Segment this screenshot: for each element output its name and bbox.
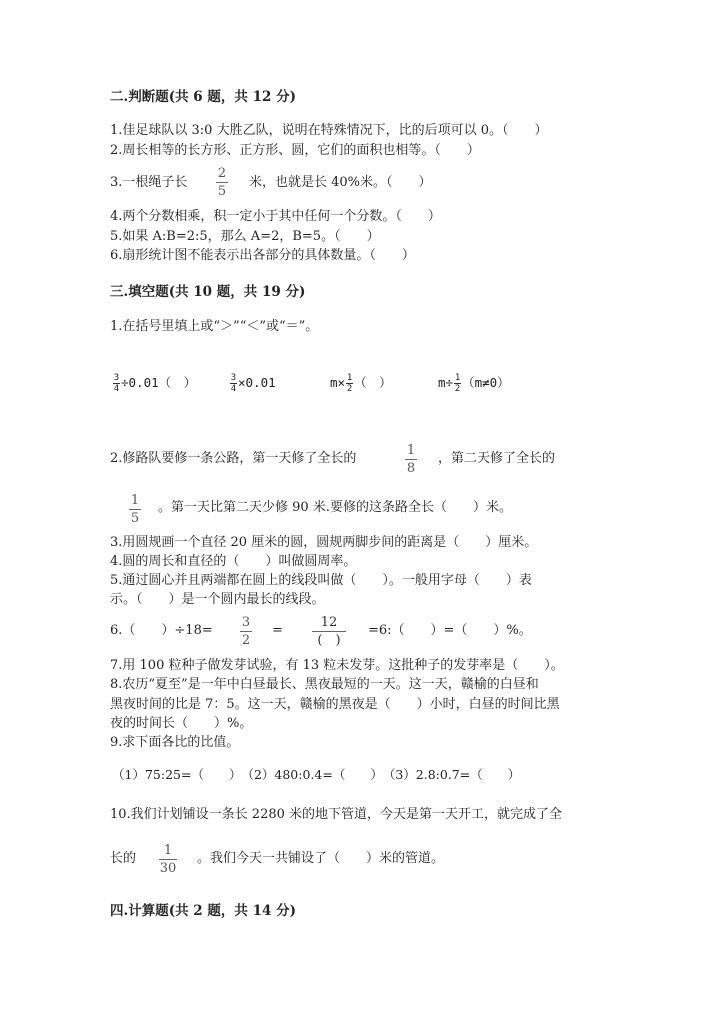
question-2-3-suffix: 米，也就是长 40%米。（ ） — [249, 175, 432, 190]
question-3-4: 4.圆的周长和直径的（ ）叫做圆周率。 — [110, 554, 357, 569]
compare-expression-c: m× $\frac{1}{2}$ （ ） — [330, 373, 392, 394]
question-2-2: 2.周长相等的长方形、正方形、圆，它们的面积也相等。（ ） — [110, 143, 480, 158]
compare-expression-d: m÷ $\frac{1}{2}$ （m≠0） — [438, 373, 510, 394]
compare-expression-b: $\frac{3}{4}$ ×0.01 — [230, 373, 276, 394]
question-3-6-suffix: =6:（ ）=（ ）%。 — [368, 623, 532, 638]
fraction-1-30: 1 30 — [159, 843, 177, 876]
question-2-1: 1.佳足球队以 3:0 大胜乙队，说明在特殊情况下，比的后项可以 0。（ ） — [110, 123, 548, 138]
equals-sign: = — [272, 623, 283, 638]
fraction-3-4: $\frac{3}{4}$ — [230, 373, 237, 394]
question-3-1: 1.在括号里填上或“＞”“＜”或“＝”。 — [110, 319, 319, 334]
question-2-5: 5.如果 A:B=2:5，那么 A=2，B=5。（ ） — [110, 229, 380, 244]
fraction-2-5: 2 5 — [217, 166, 227, 199]
question-3-7: 7.用 100 粒种子做发芽试验，有 13 粒未发芽。这批种子的发芽率是（ ）。 — [110, 658, 564, 673]
fraction-1-2: $\frac{1}{2}$ — [346, 373, 353, 394]
section-heading-fill-blank: 三.填空题(共 10 题，共 19 分) — [110, 284, 306, 300]
question-3-6-prefix: 6.（ ）÷18= — [110, 623, 213, 638]
question-3-9-items: （1）75:25=（ ） （2）480:0.4=（ ） （3）2.8:0.7=（ ） — [112, 767, 521, 782]
question-3-8-line1: 8.农历“夏至”是一年中白昼最长、黑夜最短的一天。这一天，赣榆的白昼和 — [110, 677, 539, 692]
question-3-8-line3: 夜的时间长（ ）%。 — [110, 716, 253, 731]
question-2-6: 6.扇形统计图不能表示出各部分的具体数量。（ ） — [110, 248, 415, 263]
fraction-1-8: 1 8 — [406, 443, 416, 476]
question-3-5-line2: 示。（ ）是一个圆内最长的线段。 — [110, 592, 325, 607]
fraction-3-2: 3 2 — [241, 615, 251, 648]
question-3-3: 3.用圆规画一个直径 20 厘米的圆，圆规两脚步间的距离是（ ）厘米。 — [110, 535, 538, 550]
question-3-10-prefix: 长的 — [110, 851, 137, 866]
question-3-10-suffix: 。我们今天一共铺设了（ ）米的管道。 — [197, 851, 445, 866]
question-3-5-line1: 5.通过圆心并且两端都在圆上的线段叫做（ ）。一般用字母（ ）表 — [110, 573, 532, 588]
fraction-12-blank: 12 ( ) — [312, 615, 346, 648]
fraction-3-4: $\frac{3}{4}$ — [113, 373, 120, 394]
question-3-10-line1: 10.我们计划铺设一条长 2280 米的地下管道，今天是第一天开工，就完成了全 — [110, 807, 563, 822]
section-heading-calculation: 四.计算题(共 2 题，共 14 分) — [110, 903, 296, 919]
question-3-2-middle: ，第二天修了全长的 — [438, 451, 556, 466]
question-3-9: 9.求下面各比的比值。 — [110, 735, 240, 750]
question-2-4: 4.两个分数相乘，积一定小于其中任何一个分数。（ ） — [110, 209, 441, 224]
question-3-8-line2: 黑夜时间的比是 7：5。这一天，赣榆的黑夜是（ ）小时，白昼的时间比黑 — [110, 697, 560, 712]
compare-expression-a: $\frac{3}{4}$ ÷0.01（ ） — [113, 373, 197, 394]
fraction-1-2: $\frac{1}{2}$ — [454, 373, 461, 394]
question-3-2-prefix: 2.修路队要修一条公路，第一天修了全长的 — [110, 451, 357, 466]
question-3-2-suffix: 。第一天比第二天少修 90 米.要修的这条路全长（ ）米。 — [158, 500, 512, 515]
fraction-1-5: 1 5 — [130, 493, 140, 526]
question-2-3-prefix: 3.一根绳子长 — [110, 175, 188, 190]
section-heading-judgment: 二.判断题(共 6 题，共 12 分) — [110, 89, 296, 105]
